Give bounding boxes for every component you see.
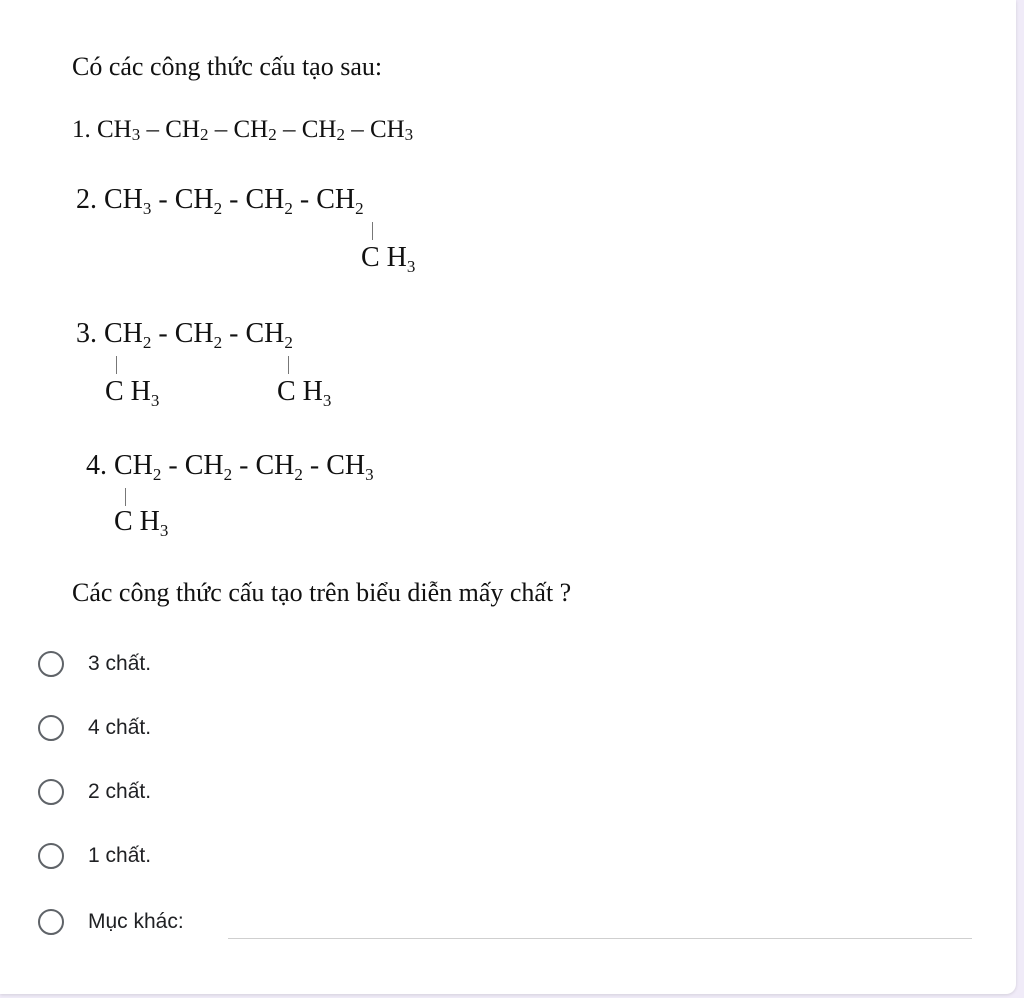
radio-unchecked-icon[interactable] bbox=[38, 779, 64, 805]
bond-vertical bbox=[116, 356, 117, 374]
formula-2-group-4: $CH_2$ bbox=[316, 184, 364, 218]
bond-vertical bbox=[125, 488, 126, 506]
formula-1-number: 1. bbox=[72, 116, 97, 143]
formula-3-branch-left: C $H_3$ bbox=[105, 376, 160, 410]
formula-2-branch: C $H_3$ bbox=[361, 242, 416, 276]
bond-vertical bbox=[288, 356, 289, 374]
bond-dash: - bbox=[292, 184, 317, 215]
formula-3-branch-right: C $H_3$ bbox=[277, 376, 332, 410]
formula-4-group-2: $CH_2$ bbox=[184, 450, 233, 484]
bond-vertical bbox=[372, 222, 373, 240]
bond-dash: - bbox=[222, 318, 246, 349]
bond-dash: - bbox=[302, 450, 327, 481]
option-2-chat[interactable] bbox=[38, 772, 151, 812]
option-label: 4 chất. bbox=[88, 716, 152, 739]
formula-1-group-4: $CH_2$ bbox=[301, 116, 345, 144]
formula-4-group-1: $CH_2$ bbox=[114, 450, 162, 484]
formula-2-group-2: $CH_2$ bbox=[174, 184, 223, 218]
formula-3-group-2: $CH_2$ bbox=[174, 318, 223, 352]
formula-2-group-3: $CH_2$ bbox=[245, 184, 293, 218]
option-label: Mục khác: bbox=[88, 910, 184, 933]
radio-unchecked-icon[interactable] bbox=[38, 909, 64, 935]
radio-unchecked-icon[interactable] bbox=[38, 715, 64, 741]
formula-3-group-3: $CH_2$ bbox=[245, 318, 293, 352]
formula-4-branch: C $H_3$ bbox=[114, 506, 169, 540]
option-label: 3 chất. bbox=[88, 652, 152, 675]
bond-dash: - bbox=[151, 184, 175, 215]
formula-1-group-3: $CH_2$ bbox=[233, 116, 277, 144]
formula-4-group-3: $CH_2$ bbox=[255, 450, 303, 484]
bond-dash: - bbox=[232, 450, 256, 481]
option-label: 2 chất. bbox=[88, 780, 152, 803]
formula-2-main bbox=[76, 184, 364, 219]
option-other[interactable] bbox=[38, 902, 184, 942]
formula-2-group-1: $CH_3$ bbox=[104, 184, 152, 218]
formula-4-group-4: $CH_3$ bbox=[326, 450, 374, 484]
formula-1 bbox=[72, 116, 413, 145]
radio-unchecked-icon[interactable] bbox=[38, 651, 64, 677]
formula-4-number: 4. bbox=[86, 450, 107, 481]
formula-3-main bbox=[76, 318, 293, 353]
formula-4-main bbox=[86, 450, 374, 485]
radio-unchecked-icon[interactable] bbox=[38, 843, 64, 869]
option-1-chat[interactable] bbox=[38, 836, 151, 876]
formula-1-group-5: $CH_3$ bbox=[369, 116, 414, 144]
bond-dash: - bbox=[151, 318, 175, 349]
formula-1-group-2: $CH_2$ bbox=[165, 116, 209, 144]
option-3-chat[interactable] bbox=[38, 644, 151, 684]
question-intro: Có các công thức cấu tạo sau: bbox=[72, 52, 383, 81]
formula-1-separator: – bbox=[208, 116, 234, 143]
question-prompt: Các công thức cấu tạo trên biểu diễn mấy chất ? bbox=[72, 578, 572, 607]
bond-dash: - bbox=[161, 450, 185, 481]
option-4-chat[interactable] bbox=[38, 708, 151, 748]
formula-1-separator: – bbox=[344, 116, 370, 143]
formula-3-number: 3. bbox=[76, 318, 97, 349]
formula-2-number: 2. bbox=[76, 184, 97, 215]
formula-1-separator: – bbox=[140, 116, 166, 143]
bond-dash: - bbox=[222, 184, 246, 215]
formula-1-separator: – bbox=[276, 116, 302, 143]
formula-3-group-1: $CH_2$ bbox=[104, 318, 152, 352]
other-text-input[interactable] bbox=[228, 938, 972, 939]
formula-1-group-1: $CH_3$ bbox=[97, 116, 141, 144]
option-label: 1 chất. bbox=[88, 844, 152, 867]
